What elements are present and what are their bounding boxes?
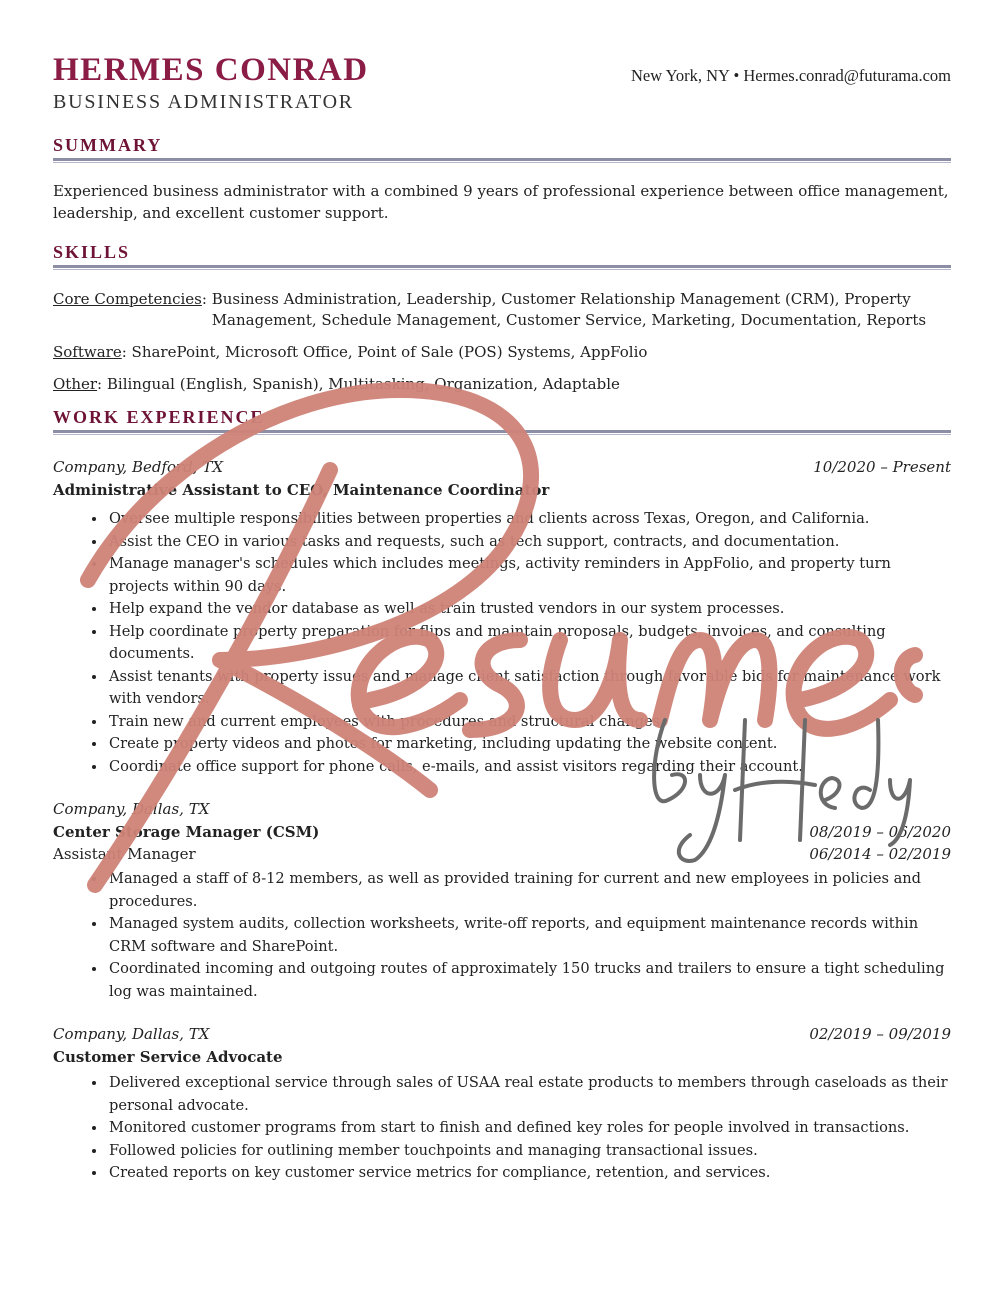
section-title-experience: WORK EXPERIENCE [53, 407, 265, 427]
colon: : [97, 375, 107, 393]
job-entry [53, 798, 951, 1003]
bullet-item: • Oversee multiple responsibilities between properties and clients across Texas, Oregon, and California. [107, 508, 951, 531]
job-header [53, 798, 951, 820]
job-bullets [53, 1072, 951, 1185]
bullet-item: • Assist the CEO in various tasks and requests, such as tech support, contracts, and documentation. [107, 531, 951, 554]
skill-row-other [53, 374, 951, 395]
job-title: Center Storage Manager (CSM) [53, 823, 320, 841]
section-title-skills: SKILLS [53, 242, 131, 262]
skill-label: Core Competencies [53, 290, 202, 308]
bullet-item: • Manage manager's schedules which includes meetings, activity reminders in AppFolio, and property turn projects within 90 days. [107, 553, 951, 598]
job-bullets [53, 868, 951, 1003]
skill-value: SharePoint, Microsoft Office, Point of Sale (POS) Systems, AppFolio [131, 343, 648, 361]
summary-text: Experienced business administrator with a combined 9 years of professional experience between office management, leadership, and excellent customer support. [53, 182, 949, 222]
job-dates: 02/2019 – 09/2019 [809, 1025, 951, 1043]
job-bullets [53, 508, 951, 778]
job-title: Administrative Assistant to CEO, Maintenance Coordinator [53, 481, 550, 499]
skill-label: Other [53, 375, 98, 393]
colon: : [121, 343, 132, 361]
job-company: Company, Dallas, TX [53, 1025, 210, 1043]
bullet-item: • Coordinated incoming and outgoing routes of approximately 150 trucks and trailers to ensure a tight scheduling log was maintained. [107, 958, 951, 1003]
bullet-item: • Create property videos and photos for marketing, including updating the website content. [107, 733, 951, 756]
bullet-item: • Followed policies for outlining member touchpoints and managing transactional issues. [107, 1140, 951, 1163]
bullet-item: • Help expand the vendor database as well as train trusted vendors in our system processes. [107, 598, 951, 621]
bullet-item: • Train new and current employees with procedures and structural changes. [107, 711, 951, 734]
job-title-row [53, 820, 951, 844]
candidate-name: HERMES CONRAD [53, 52, 369, 88]
bullet-item: • Coordinate office support for phone calls, e-mails, and assist visitors regarding their account. [107, 756, 951, 779]
job-dates: 10/2020 – Present [813, 458, 951, 476]
section-divider [53, 265, 951, 271]
bullet-item: • Managed a staff of 8-12 members, as well as provided training for current and new employees in policies and procedures. [107, 868, 951, 913]
bullet-item: • Help coordinate property preparation for flips and maintain proposals, budgets, invoices, and consulting documents. [107, 621, 951, 666]
resume-page [53, 52, 951, 1185]
candidate-role: BUSINESS ADMINISTRATOR [53, 91, 354, 113]
resume-header [53, 52, 951, 118]
job-dates: 08/2019 – 06/2020 [809, 823, 951, 841]
experience-section [53, 406, 951, 1185]
skill-value: Business Administration, Leadership, Customer Relationship Management (CRM), Property Management, Schedule Management, Customer Service, Marketing, Documentation, Reports [211, 290, 927, 329]
job-title: Customer Service Advocate [53, 1048, 283, 1066]
bullet-item: • Created reports on key customer service metrics for compliance, retention, and services. [107, 1162, 951, 1185]
job-entry [53, 1023, 951, 1185]
job-header [53, 1023, 951, 1045]
job-subtitle-dates: 06/2014 – 02/2019 [809, 845, 951, 863]
skill-label: Software [53, 343, 122, 361]
skill-value: Bilingual (English, Spanish), Multitasking, Organization, Adaptable [106, 375, 620, 393]
section-title-summary: SUMMARY [53, 135, 163, 155]
job-entry [53, 456, 951, 778]
colon: : [201, 290, 212, 308]
job-company: Company, Dallas, TX [53, 800, 210, 818]
contact-info: New York, NY • Hermes.conrad@futurama.com [630, 66, 951, 85]
bullet-item: • Monitored customer programs from start to finish and defined key roles for people involved in transactions. [107, 1117, 951, 1140]
bullet-item: • Assist tenants with property issues and manage client satisfaction through favorable bids for maintenance work with vendors. [107, 666, 951, 711]
job-subtitle: Assistant Manager [53, 845, 196, 863]
skill-row-software [53, 342, 951, 363]
job-company: Company, Bedford, TX [53, 458, 224, 476]
skills-section [53, 241, 951, 395]
section-divider [53, 430, 951, 436]
summary-section [53, 134, 951, 224]
section-divider [53, 158, 951, 164]
job-header [53, 456, 951, 478]
bullet-item: • Delivered exceptional service through sales of USAA real estate products to members through caseloads as their personal advocate. [107, 1072, 951, 1117]
job-subtitle-row [53, 844, 951, 864]
skill-row-core [53, 289, 951, 331]
bullet-item: • Managed system audits, collection worksheets, write-off reports, and equipment maintenance records within CRM software and SharePoint. [107, 913, 951, 958]
